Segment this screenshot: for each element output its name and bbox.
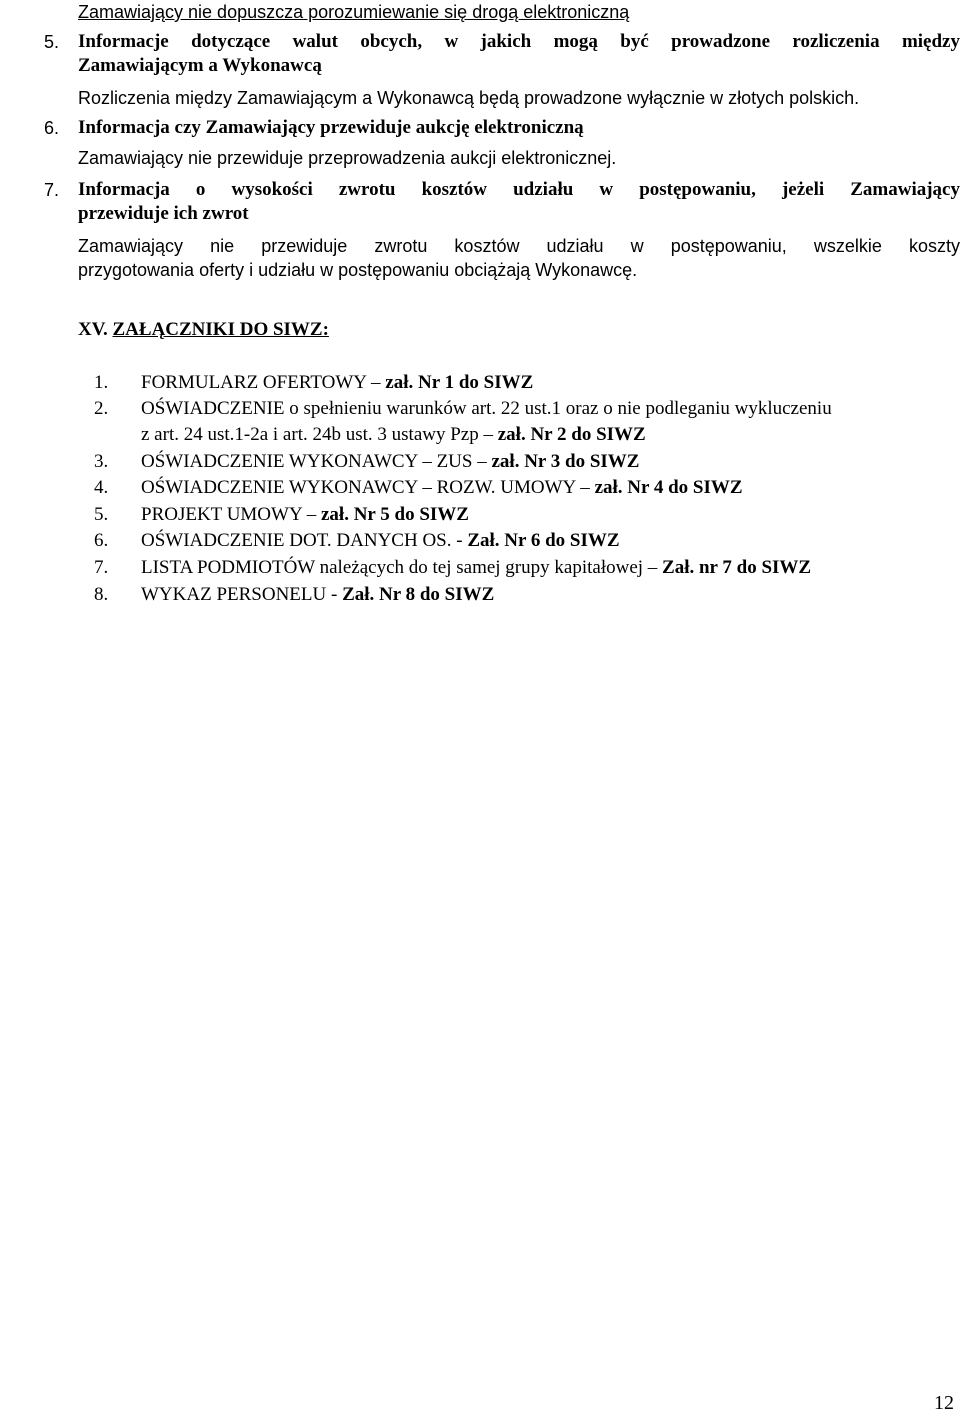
list-item-ref: Zał. Nr 6 do SIWZ <box>467 530 620 551</box>
list-item-ref: Zał. nr 7 do SIWZ <box>662 557 812 578</box>
section-6-number: 6. <box>44 118 60 138</box>
list-item-text: OŚWIADCZENIE WYKONAWCY – ROZW. UMOWY – <box>141 477 590 498</box>
list-item-text: OŚWIADCZENIE o spełnieniu warunków art. 22 ust.1 oraz o nie podleganiu wykluczeniu <box>141 398 832 419</box>
section-7-body-line2: przygotowania oferty i udziału w postępowaniu obciążają Wykonawcę. <box>78 260 638 280</box>
list-item-number: 6. <box>94 530 109 551</box>
attachments-heading-prefix: XV. <box>78 319 108 340</box>
section-6-heading: Informacja czy Zamawiający przewiduje aukcję elektroniczną <box>78 117 584 138</box>
list-item-number: 7. <box>94 557 109 578</box>
list-item-text: LISTA PODMIOTÓW należących do tej samej grupy kapitałowej – <box>141 557 658 578</box>
section-7-body-line1: Zamawiający nie przewiduje zwrotu kosztów udziału w postępowaniu, wszelkie koszty <box>78 236 960 256</box>
top-line: Zamawiający nie dopuszcza porozumiewanie się drogą elektroniczną <box>78 2 630 22</box>
list-item-text-cont: z art. 24 ust.1-2a i art. 24b ust. 3 ustawy Pzp – <box>141 424 493 445</box>
section-5-heading-line1: Informacje dotyczące walut obcych, w jakich mogą być prowadzone rozliczenia między <box>78 31 960 52</box>
section-7-heading-line2: przewiduje ich zwrot <box>78 203 249 224</box>
list-item-text: OŚWIADCZENIE WYKONAWCY – ZUS – <box>141 451 487 472</box>
list-item-text: FORMULARZ OFERTOWY – <box>141 372 381 393</box>
list-item-ref: zał. Nr 4 do SIWZ <box>594 477 743 498</box>
section-5-heading-line2: Zamawiającym a Wykonawcą <box>78 55 322 76</box>
list-item-text: PROJEKT UMOWY – <box>141 504 317 525</box>
section-7-number: 7. <box>44 180 60 200</box>
section-6-body: Zamawiający nie przewiduje przeprowadzenia aukcji elektronicznej. <box>78 148 617 168</box>
list-item-number: 2. <box>94 398 109 419</box>
list-item-text: OŚWIADCZENIE DOT. DANYCH OS. - <box>141 530 463 551</box>
list-item-ref: zał. Nr 2 do SIWZ <box>497 424 646 445</box>
list-item-number: 1. <box>94 372 109 393</box>
list-item-ref: zał. Nr 3 do SIWZ <box>491 451 640 472</box>
list-item-ref: zał. Nr 5 do SIWZ <box>320 504 469 525</box>
list-item-text: WYKAZ PERSONELU - <box>141 584 338 605</box>
list-item-number: 4. <box>94 477 109 498</box>
attachments-heading <box>78 318 329 342</box>
list-item-number: 3. <box>94 451 109 472</box>
list-item-number: 5. <box>94 504 109 525</box>
page-number: 12 <box>934 1392 954 1414</box>
section-5-number: 5. <box>44 32 60 52</box>
attachments-heading-title: ZAŁĄCZNIKI DO SIWZ: <box>112 319 329 340</box>
list-item-ref: zał. Nr 1 do SIWZ <box>385 372 534 393</box>
list-item-number: 8. <box>94 584 109 605</box>
list-item-ref: Zał. Nr 8 do SIWZ <box>342 584 495 605</box>
section-7-heading-line1: Informacja o wysokości zwrotu kosztów udziału w postępowaniu, jeżeli Zamawiający <box>78 179 960 200</box>
section-5-body: Rozliczenia między Zamawiającym a Wykonawcą będą prowadzone wyłącznie w złotych polskich. <box>78 88 860 108</box>
